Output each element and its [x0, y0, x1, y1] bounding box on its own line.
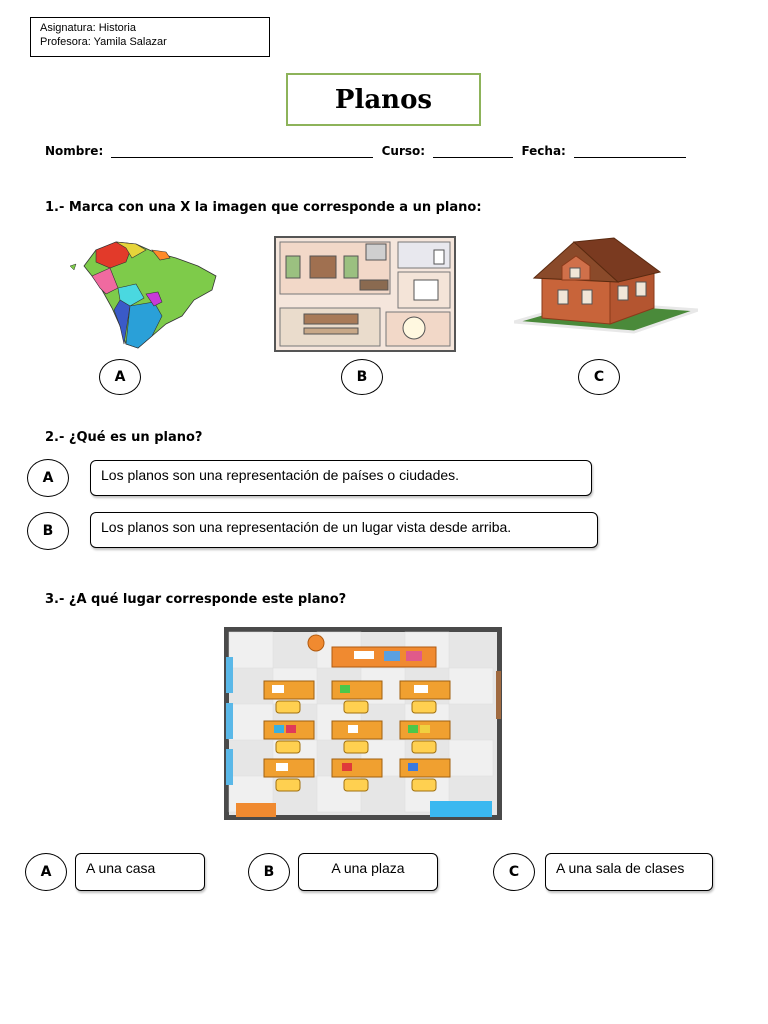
question-1: 1.- Marca con una X la imagen que corresponde a un plano:: [45, 200, 482, 215]
q3-option-b-text[interactable]: A una plaza: [298, 853, 438, 891]
q1-option-b[interactable]: B: [341, 359, 383, 395]
date-label: Fecha:: [521, 144, 566, 158]
q3-option-c-text[interactable]: A una sala de clases: [545, 853, 713, 891]
subject-label: Asignatura: Historia: [40, 22, 136, 34]
teacher-label: Profesora: Yamila Salazar: [40, 36, 167, 48]
q1-option-c[interactable]: C: [578, 359, 620, 395]
name-field[interactable]: [111, 145, 373, 158]
course-label: Curso:: [381, 144, 426, 158]
course-field[interactable]: [433, 145, 513, 158]
q3-option-a-text[interactable]: A una casa: [75, 853, 205, 891]
q2-option-a-circle[interactable]: A: [27, 459, 69, 497]
classroom-plan-image: [224, 627, 502, 820]
south-america-map-image: [66, 236, 224, 352]
q2-option-b-text[interactable]: Los planos son una representación de un lugar vista desde arriba.: [90, 512, 598, 548]
q2-option-a-text[interactable]: Los planos son una representación de países o ciudades.: [90, 460, 592, 496]
q3-option-c-circle[interactable]: C: [493, 853, 535, 891]
floor-plan-image: [274, 236, 456, 352]
student-fields: [45, 144, 690, 158]
brick-house-image: [514, 236, 698, 348]
q2-option-b-circle[interactable]: B: [27, 512, 69, 550]
q1-option-a[interactable]: A: [99, 359, 141, 395]
name-label: Nombre:: [45, 144, 104, 158]
page-title: Planos: [286, 73, 481, 126]
header-box: [30, 17, 270, 57]
question-3: 3.- ¿A qué lugar corresponde este plano?: [45, 592, 347, 607]
q3-option-a-circle[interactable]: A: [25, 853, 67, 891]
q3-option-b-circle[interactable]: B: [248, 853, 290, 891]
date-field[interactable]: [574, 145, 686, 158]
question-2: 2.- ¿Qué es un plano?: [45, 430, 203, 445]
